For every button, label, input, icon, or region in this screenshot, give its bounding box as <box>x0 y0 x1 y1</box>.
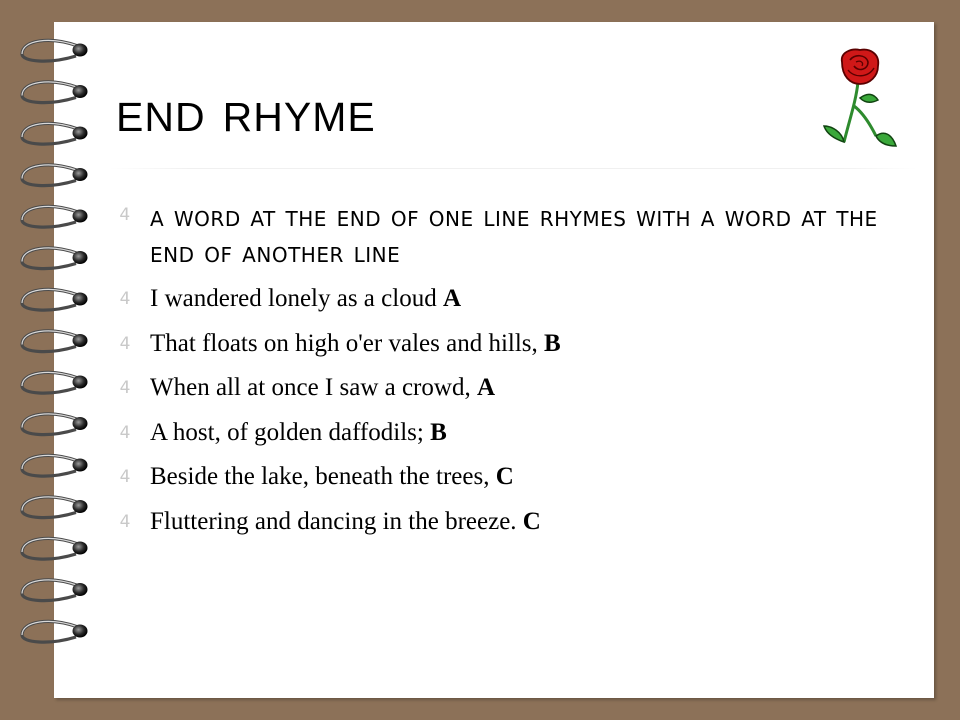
poem-line-text: A host, of golden daffodils; <box>150 418 424 446</box>
rhyme-scheme-letter: A <box>442 285 462 312</box>
rhyme-scheme-letter: B <box>430 418 447 446</box>
spiral-ring <box>22 82 88 103</box>
red-rose-icon <box>818 46 900 154</box>
poem-line-text: Beside the lake, beneath the trees, <box>150 463 490 490</box>
definition-text: a word at the end of one line rhymes with a word at the end of another line <box>150 199 878 269</box>
spiral-ring <box>22 248 88 269</box>
spiral-ring <box>22 621 88 642</box>
title-divider <box>108 168 918 169</box>
numeral-4-bullet-icon: 4 <box>119 378 131 398</box>
poem-line <box>114 462 914 492</box>
spiral-ring <box>22 497 88 518</box>
numeral-4-bullet-icon: 4 <box>119 289 131 309</box>
poem-line-text: That floats on high o'er vales and hills, <box>150 329 538 357</box>
numeral-4-bullet-icon: 4 <box>119 333 131 354</box>
poem-line <box>114 373 914 403</box>
poem-line <box>114 507 914 537</box>
spiral-ring <box>22 455 88 476</box>
spiral-ring <box>22 414 88 435</box>
poem-line <box>114 329 914 359</box>
rhyme-scheme-letter: C <box>495 463 514 490</box>
spiral-ring <box>22 289 88 310</box>
numeral-4-bullet-icon: 4 <box>119 511 131 532</box>
rhyme-scheme-letter: A <box>476 374 496 401</box>
spiral-ring <box>22 206 88 227</box>
numeral-4-bullet-icon: 4 <box>119 422 131 443</box>
spiral-ring <box>22 40 88 61</box>
spiral-ring <box>22 372 88 393</box>
poem-line-text: I wandered lonely as a cloud <box>150 285 437 312</box>
spiral-ring <box>22 123 88 144</box>
slide-title: end rhyme <box>116 79 376 144</box>
poem-line-text: When all at once I saw a crowd, <box>150 374 471 401</box>
numeral-4-bullet-icon: 4 <box>119 467 131 487</box>
rhyme-scheme-letter: C <box>522 507 541 535</box>
poem-line <box>114 284 914 314</box>
numeral-4-bullet-icon: 4 <box>119 205 131 225</box>
poem-line <box>114 418 914 448</box>
poem-line-text: Fluttering and dancing in the breeze. <box>150 507 517 535</box>
rhyme-scheme-letter: B <box>544 329 561 357</box>
bullet-list <box>114 198 914 551</box>
spiral-binding <box>0 0 110 720</box>
spiral-ring <box>22 331 88 352</box>
spiral-ring <box>22 580 88 601</box>
spiral-ring <box>22 165 88 186</box>
spiral-ring <box>22 538 88 559</box>
definition-item <box>114 198 914 270</box>
